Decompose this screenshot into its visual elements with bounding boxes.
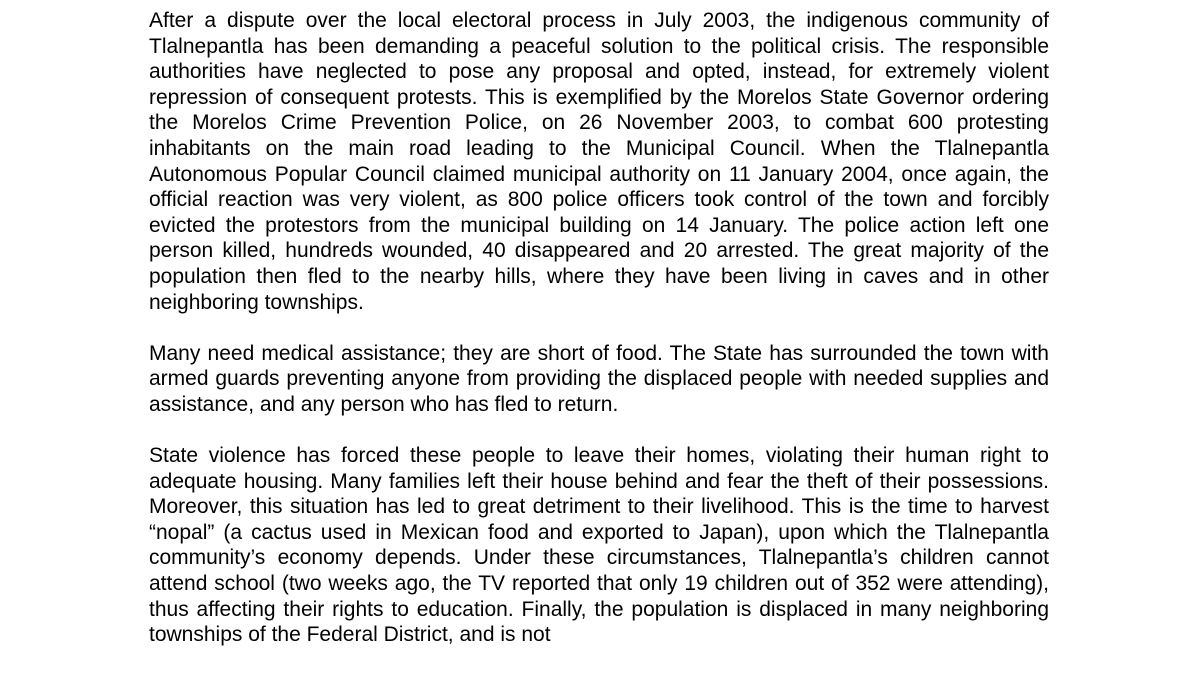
- paragraph-electoral-dispute: After a dispute over the local electoral process in July 2003, the indigenous community of Tlalnepantla has been demanding a peaceful solution to the political crisis. The responsible authorities have neglected to pose any proposal and opted, instead, for extremely violent repression of consequent protests. This is exemplified by the Morelos State Governor ordering the Morelos Crime Prevention Police, on 26 November 2003, to combat 600 protesting inhabitants on the main road leading to the Municipal Council. When the Tlalnepantla Autonomous Popular Council claimed municipal authority on 11 January 2004, once again, the official reaction was very violent, as 800 police officers took control of the town and forcibly evicted the protestors from the municipal building on 14 January. The police action left one person killed, hundreds wounded, 40 disappeared and 20 arrested. The great majority of the population then fled to the nearby hills, where they have been living in caves and in other neighboring townships.: [149, 9, 1049, 314]
- paragraph-state-violence: State violence has forced these people to leave their homes, violating their human right to adequate housing. Many families left their house behind and fear the theft of their possessions. Moreover, this situation has led to great detriment to their livelihood. This is the time to harvest “nopal” (a cactus used in Mexican food and exported to Japan), upon which the Tlalnepantla community’s economy depends. Under these circumstances, Tlalnepantla’s children cannot attend school (two weeks ago, the TV reported that only 19 children out of 352 were attending), thus affecting their rights to education. Finally, the population is displaced in many neighboring townships of the Federal District, and is not: [149, 444, 1049, 647]
- paragraph-medical-assistance: Many need medical assistance; they are short of food. The State has surrounded the town with armed guards preventing anyone from providing the displaced people with needed supplies and assistance, and any person who has fled to return.: [149, 341, 1049, 416]
- document-body: [149, 8, 1049, 673]
